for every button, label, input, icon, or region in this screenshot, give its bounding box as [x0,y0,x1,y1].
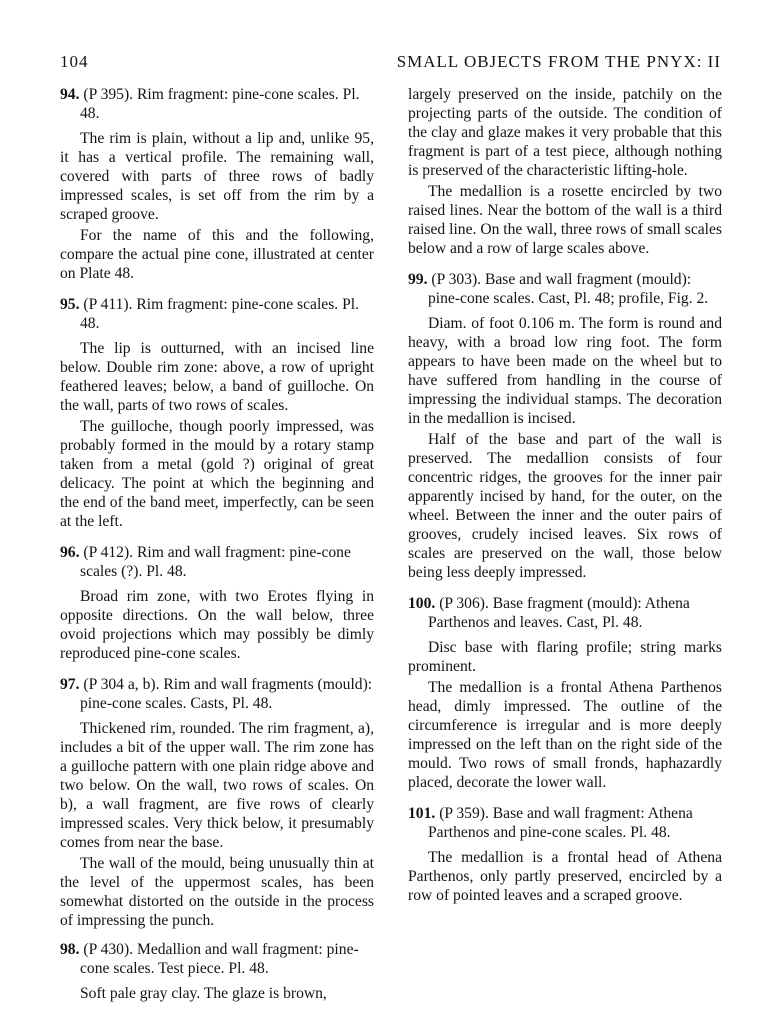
paragraph: Diam. of foot 0.106 m. The form is round and heavy, with a broad low ring foot. The form appears to have been made on the wheel but to have suffered from handling in the course of impressing the individual stamps. The decoration in the medallion is incised. [408,315,722,427]
catalog-entry-94 [60,85,374,283]
paragraph: Soft pale gray clay. The glaze is brown, [80,985,327,1002]
catalog-entry-101 [408,804,722,905]
paragraph: The guilloche, though poorly impressed, was probably formed in the mould by a rotary stamp taken from a metal (gold ?) original of great delicacy. The point at which the beginning and the end of the band meet, imperfectly, can be seen at the left. [60,418,374,530]
entry-heading [60,675,374,713]
paragraph: The medallion is a rosette encircled by two raised lines. Near the bottom of the wall is a third raised line. On the wall, three rows of small scales below and a row of large scales above. [408,183,722,257]
paragraph: The rim is plain, without a lip and, unlike 95, it has a vertical profile. The remaining wall, covered with parts of three rows of badly impressed scales, is set off from the rim by a scraped groove. [60,130,374,223]
entry-heading [408,594,722,632]
entry-number: 94. [60,86,80,103]
paragraph: largely preserved on the inside, patchily on the projecting parts of the outside. The condition of the clay and glaze makes it very probable that this fragment is part of a test piece, although nothing is preserved of the characteristic lifting-hole. [408,86,722,179]
right-column [408,85,722,905]
entry-number: 96. [60,544,80,561]
paragraph: Broad rim zone, with two Erotes flying in opposite directions. On the wall below, three ovoid projections which may possibly be dimly reproduced pine-cone scales. [60,588,374,662]
entry-heading [60,295,374,333]
paragraph: Half of the base and part of the wall is preserved. The medallion consists of four concentric ridges, the grooves for the inner pair apparently incised by hand, for the outer, on the wheel. Between the inner and the outer pairs of grooves, crudely incised leaves. Six rows of scales are preserved on the wall, those below being less deeply impressed. [408,431,722,581]
entry-title: (P 306). Base fragment (mould): Athena Parthenos and leaves. Cast, Pl. 48. [428,595,690,631]
catalog-entry-96 [60,543,374,663]
entry-title: (P 303). Base and wall fragment (mould): pine-cone scales. Cast, Pl. 48; profile, Fig. 2. [428,271,709,307]
entry-heading [408,804,722,842]
entry-heading [60,543,374,581]
entry-title: (P 411). Rim fragment: pine-cone scales. Pl. 48. [80,296,359,332]
entry-title: (P 412). Rim and wall fragment: pine-cone scales (?). Pl. 48. [80,544,351,580]
catalog-entry-97 [60,675,374,930]
entry-title: (P 359). Base and wall fragment: Athena Parthenos and pine-cone scales. Pl. 48. [428,805,693,841]
entry-number: 95. [60,296,80,313]
paragraph: The wall of the mould, being unusually thin at the level of the uppermost scales, has been somewhat distorted on the outside in the process of impressing the punch. [60,855,374,929]
paragraph: Thickened rim, rounded. The rim fragment, a), includes a bit of the upper wall. The rim zone has a guilloche pattern with one plain ridge above and two below. On the wall, two rows of scales. On b), a wall fragment, are five rows of clearly impressed scales. Very thick below, it presumably comes from near the base. [60,720,374,851]
entry-title: (P 304 a, b). Rim and wall fragments (mould): pine-cone scales. Casts, Pl. 48. [80,676,373,712]
entry-number: 100. [408,595,436,612]
catalog-entry-100 [408,594,722,792]
entry-number: 97. [60,676,80,693]
running-title: SMALL OBJECTS FROM THE PNYX: II [396,52,721,71]
paragraph: The lip is outturned, with an incised line below. Double rim zone: above, a row of upright feathered leaves; below, a band of guilloche. On the wall, parts of two rows of scales. [60,340,374,414]
entry-heading [60,85,374,123]
catalog-entry-98-continued [408,85,722,258]
paragraph: The medallion is a frontal head of Athena Parthenos, only partly preserved, encircled by a row of pointed leaves and a scraped groove. [408,849,722,904]
entry-number: 98. [60,941,80,958]
entry-title: (P 430). Medallion and wall fragment: pine-cone scales. Test piece. Pl. 48. [80,941,359,977]
catalog-entry-95 [60,295,374,531]
entry-heading [60,940,374,978]
paragraph: For the name of this and the following, compare the actual pine cone, illustrated at center on Plate 48. [60,227,374,282]
entry-number: 101. [408,805,436,822]
paragraph: The medallion is a frontal Athena Parthenos head, dimly impressed. The outline of the circumference is irregular and is more deeply impressed on the left than on the right side of the mould. Two rows of small fronds, haphazardly placed, decorate the lower wall. [408,679,722,791]
entry-title: (P 395). Rim fragment: pine-cone scales. Pl. 48. [80,86,360,122]
catalog-entry-98 [60,940,374,1003]
entry-number: 99. [408,271,428,288]
paragraph: Disc base with flaring profile; string marks prominent. [408,639,722,675]
left-column [60,85,374,1003]
catalog-entry-99 [408,270,722,582]
running-header [60,52,721,76]
page-number: 104 [60,52,89,71]
entry-heading [408,270,722,308]
